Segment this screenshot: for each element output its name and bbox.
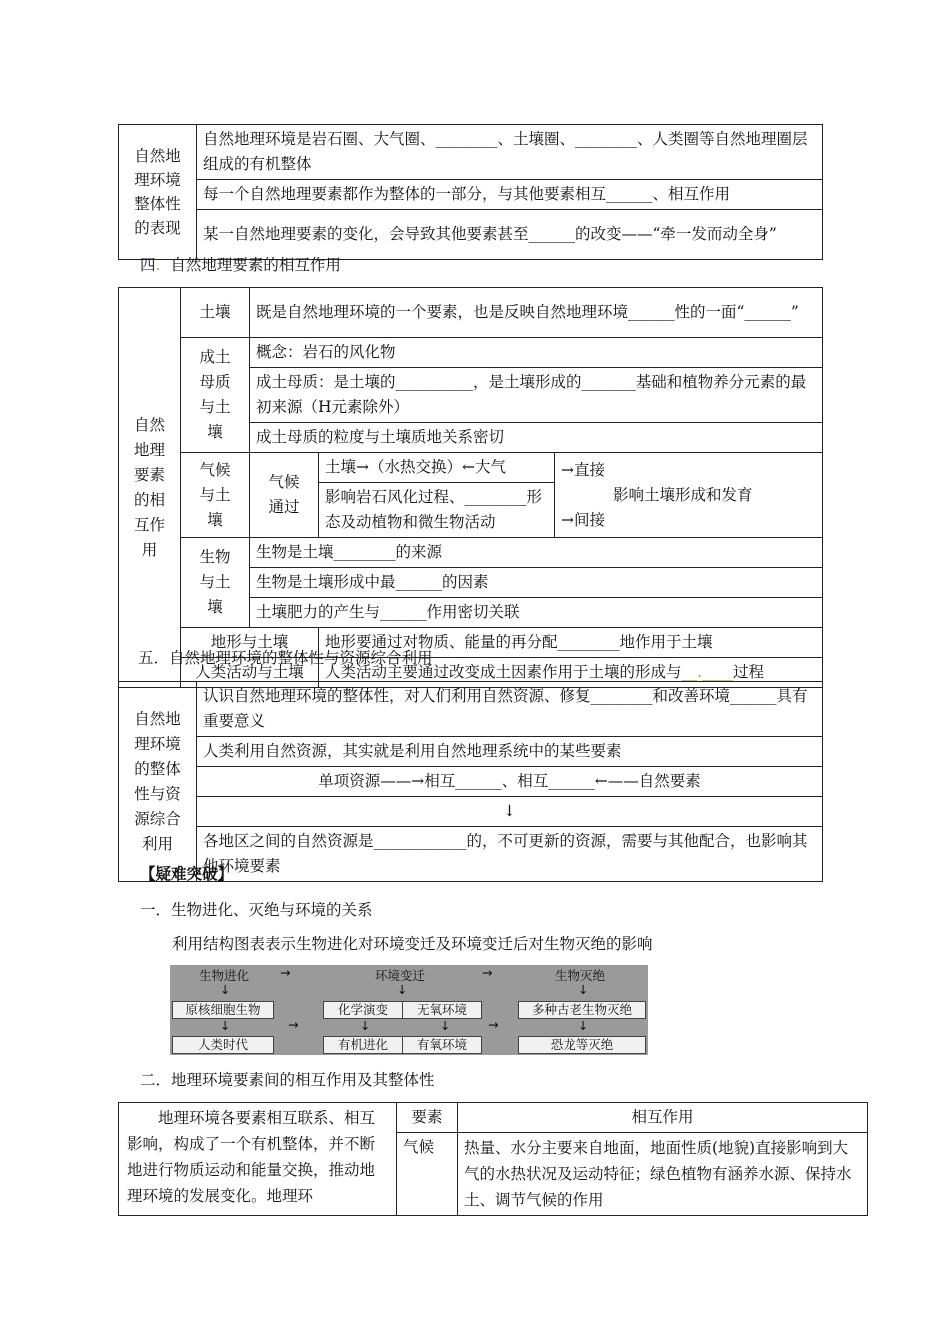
flow-arrow-right: → [488, 1017, 499, 1032]
flow-box: 化学演变 [323, 1001, 403, 1019]
section-dot: . [155, 256, 161, 274]
flow-box: 多种古老生物灭绝 [518, 1001, 646, 1019]
resource-row: 各地区之间的自然资源是____________的，不可更新的资源，需要与其他配合，也影响其他环境要素 [197, 827, 823, 882]
indirect-label: →间接 [561, 510, 605, 529]
integrity-paragraph: 地理环境各要素相互联系、相互影响，构成了一个有机整体，并不断地进行物质运动和能量交换，推动地理环境的发展变化。地理环 [119, 1103, 397, 1216]
bio-row: 生物是土壤________的来源 [250, 538, 823, 568]
bio-label: 生物与土壤 [181, 538, 250, 628]
factor-col-header: 要素 [397, 1103, 458, 1133]
soil-table-header: 自然地理要素的相互作用 [119, 288, 181, 688]
interaction-cell: 热量、水分主要来自地面，地面性质(地貌)直接影响到大气的水热状况及运动特征；绿色植物有涵养水源、保持水土、调节气候的作用 [458, 1133, 868, 1216]
parent-material-row: 成土母质：是土壤的__________，是土壤形成的_______基础和植物养分元素的最初来源（H元素除外） [250, 368, 823, 423]
flow-top-label: 生物进化 [198, 968, 249, 983]
terrain-text: 地形要通过对物质、能量的再分配________地作用于土壤 [319, 628, 823, 658]
direct-label: →直接 [561, 460, 605, 479]
resource-row: 人类利用自然资源，其实就是利用自然地理系统中的某些要素 [197, 737, 823, 767]
breakthrough-heading: 【疑难突破】 [140, 864, 234, 883]
flow-arrow-down: ↓ [220, 982, 231, 997]
integrity-row: 每一个自然地理要素都作为整体的一部分，与其他要素相互______、相互作用 [197, 180, 823, 210]
integrity-table [118, 124, 823, 260]
resource-row: 认识自然地理环境的整体性，对人们利用自然资源、修复________和改善环境______具有重要意义 [197, 682, 823, 737]
flow-box: 有氧环境 [402, 1036, 482, 1054]
section-5-heading: 五．自然地理环境的整体性与资源综合利用 [138, 649, 433, 667]
flow-arrow-down: ↓ [397, 982, 408, 997]
flow-box: 原核细胞生物 [172, 1001, 274, 1019]
soil-interaction-table [118, 287, 823, 688]
parent-material-label: 成土母质与土壤 [181, 338, 250, 453]
flow-arrow-down: ↓ [220, 1018, 231, 1033]
flow-top-label: 生物灭绝 [554, 968, 605, 983]
effect-label: 影响土壤形成和发育 [613, 485, 753, 504]
terrain-label: 地形与土壤 [181, 628, 319, 658]
section-a-desc: 利用结构图表表示生物进化对环境变迁及环境变迁后对生物灭绝的影响 [172, 935, 653, 953]
soil-label: 土壤 [181, 288, 250, 338]
soil-text: 既是自然地理环境的一个要素，也是反映自然地理环境______性的一面“______” [250, 288, 823, 338]
climate-via: 气候通过 [250, 453, 319, 538]
flow-arrow-right: → [280, 965, 291, 980]
evolution-flow-diagram [170, 965, 648, 1055]
bio-row: 土壤肥力的产生与______作用密切关联 [250, 598, 823, 628]
resource-table [118, 681, 823, 882]
human-blank: __.____ [681, 663, 733, 681]
flow-box: 无氧环境 [402, 1001, 482, 1019]
climate-row: 影响岩石风化过程、________形态及动植物和微生物活动 [319, 483, 555, 538]
flow-box: 有机进化 [323, 1036, 403, 1054]
element-interaction-table [118, 1102, 868, 1216]
human-text-a: 人类活动主要通过改变成土因素作用于土壤的形成与 [325, 663, 682, 681]
resource-row: 单项资源——→相互______、相互______←——自然要素 [197, 767, 823, 797]
interaction-col-header: 相互作用 [458, 1103, 868, 1133]
climate-label: 气候与土壤 [181, 453, 250, 538]
bio-row: 生物是土壤形成中最______的因素 [250, 568, 823, 598]
integrity-row: 自然地理环境是岩石圈、大气圈、________、土壤圈、________、人类圈等自然地理圈层组成的有机整体 [197, 125, 823, 180]
integrity-row: 某一自然地理要素的变化，会导致其他要素甚至______的改变——“牵一发而动全身” [197, 210, 823, 260]
section-b-heading: 二．地理环境要素间的相互作用及其整体性 [140, 1071, 435, 1089]
flow-arrow-down: ↓ [360, 1018, 371, 1033]
resource-arrow: ↓ [197, 797, 823, 827]
flow-arrow-down: ↓ [440, 1018, 451, 1033]
factor-cell: 气候 [397, 1133, 458, 1216]
parent-material-row: 概念：岩石的风化物 [250, 338, 823, 368]
parent-material-row: 成土母质的粒度与土壤质地关系密切 [250, 423, 823, 453]
climate-row: 土壤→（水热交换）←大气 [319, 453, 555, 483]
section-4-heading [140, 253, 341, 277]
human-label: 人类活动与土壤 [181, 658, 319, 688]
flow-top-label: 环境变迁 [374, 968, 425, 983]
section-a-heading: 一．生物进化、灭绝与环境的关系 [140, 901, 373, 919]
flow-arrow-down: ↓ [578, 1018, 589, 1033]
section-title: 自然地理要素的相互作用 [170, 256, 341, 274]
flow-box: 恐龙等灭绝 [518, 1036, 646, 1054]
flow-arrow-right: → [288, 1017, 299, 1032]
flow-arrow-right: → [482, 965, 493, 980]
climate-effect-cell [555, 453, 823, 538]
resource-header: 自然地理环境的整体性与资源综合利用 [119, 682, 197, 882]
human-text-b: 过程 [732, 663, 764, 681]
section-number: 四 [140, 256, 156, 274]
flow-arrow-down: ↓ [578, 982, 589, 997]
integrity-header: 自然地理环境整体性的表现 [119, 125, 197, 260]
flow-box: 人类时代 [172, 1036, 274, 1054]
